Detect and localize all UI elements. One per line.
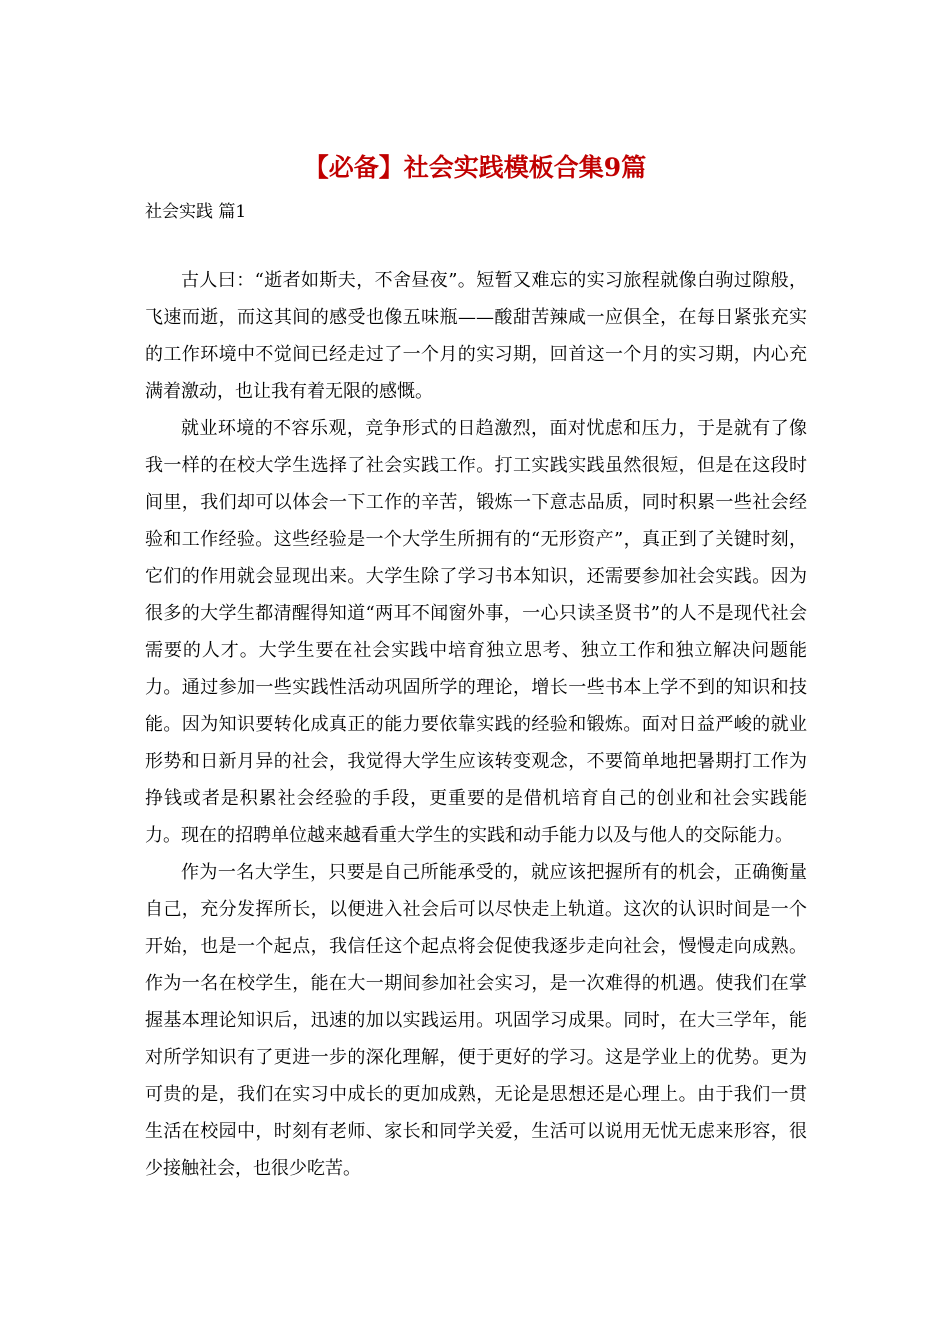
document-title: 【必备】社会实践模板合集9篇 xyxy=(303,153,647,182)
document-body xyxy=(145,262,807,1187)
paragraph-3: 作为一名大学生，只要是自己所能承受的，就应该把握所有的机会，正确衡量自己，充分发挥所长，以便进入社会后可以尽快走上轨道。这次的认识时间是一个开始，也是一个起点，我信任这个起点将会促使我逐步走向社会，慢慢走向成熟。作为一名在校学生，能在大一期间参加社会实习，是一次难得的机遇。使我们在掌握基本理论知识后，迅速的加以实践运用。巩固学习成果。同时，在大三学年，能对所学知识有了更进一步的深化理解，便于更好的学习。这是学业上的优势。更为可贵的是，我们在实习中成长的更加成熟，无论是思想还是心理上。由于我们一贯生活在校园中，时刻有老师、家长和同学关爱，生活可以说用无忧无虑来形容，很少接触社会，也很少吃苦。 xyxy=(145,862,807,1179)
section-heading: 社会实践 篇1 xyxy=(145,202,247,222)
paragraph-2: 就业环境的不容乐观，竞争形式的日趋激烈，面对忧虑和压力，于是就有了像我一样的在校大学生选择了社会实践工作。打工实践实践虽然很短，但是在这段时间里，我们却可以体会一下工作的辛苦，锻炼一下意志品质，同时积累一些社会经验和工作经验。这些经验是一个大学生所拥有的“无形资产”，真正到了关键时刻，它们的作用就会显现出来。大学生除了学习书本知识，还需要参加社会实践。因为很多的大学生都清醒得知道“两耳不闻窗外事，一心只读圣贤书”的人不是现代社会需要的人才。大学生要在社会实践中培育独立思考、独立工作和独立解决问题能力。通过参加一些实践性活动巩固所学的理论，增长一些书本上学不到的知识和技能。因为知识要转化成真正的能力要依靠实践的经验和锻炼。面对日益严峻的就业形势和日新月异的社会，我觉得大学生应该转变观念，不要简单地把暑期打工作为挣钱或者是积累社会经验的手段，更重要的是借机培育自己的创业和社会实践能力。现在的招聘单位越来越看重大学生的实践和动手能力以及与他人的交际能力。 xyxy=(145,418,807,846)
paragraph-1: 古人曰：“逝者如斯夫，不舍昼夜”。短暂又难忘的实习旅程就像白驹过隙般，飞速而逝，而这其间的感受也像五味瓶——酸甜苦辣咸一应俱全，在每日紧张充实的工作环境中不觉间已经走过了一个月的实习期，回首这一个月的实习期，内心充满着激动，也让我有着无限的感慨。 xyxy=(145,270,807,402)
